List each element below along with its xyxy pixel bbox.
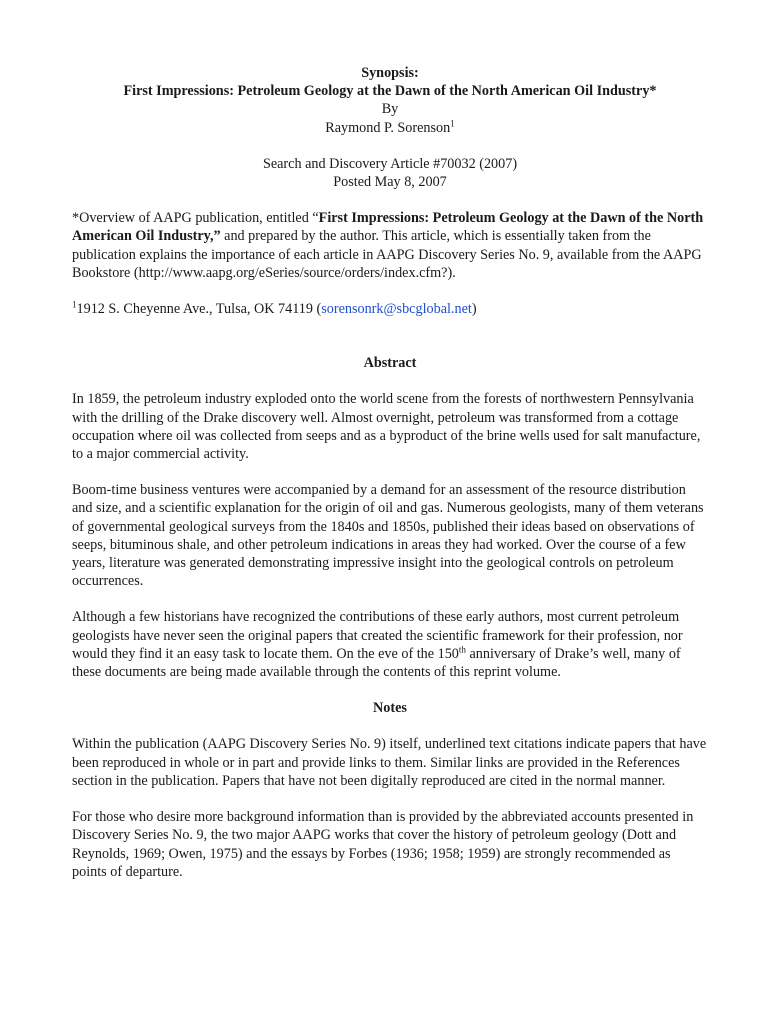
abstract-p3-text-b: anniversary of Drake’s well, many of these documents are being made available through the contents of this reprint volume. — [72, 645, 681, 681]
author-name: Raymond P. Sorenson — [325, 119, 451, 136]
overview-paragraph — [72, 209, 708, 282]
overview-text: and prepared by the author. This article, which is essentially taken from the publication explains the importance of each article in AAPG Discovery Series No. 9, available from the AAPG Bookstore (http://www.aapg.org/eSeries/source/orders/index.cfm?). — [72, 228, 702, 281]
footnote-address: 1912 S. Cheyenne Ave., Tulsa, OK 74119 ( — [76, 301, 322, 318]
footnote-mark: 1 — [72, 299, 77, 310]
overview-lead: *Overview of AAPG publication, entitled “ — [72, 210, 319, 227]
abstract-heading: Abstract — [363, 355, 417, 372]
author-footnote-mark: 1 — [450, 117, 455, 128]
by-line: By — [381, 101, 399, 118]
overview-publication-title: First Impressions: Petroleum Geology at the Dawn of the North American Oil Industry,” — [72, 210, 704, 245]
document-body — [72, 64, 708, 881]
notes-heading: Notes — [373, 700, 407, 717]
posted-date: Posted May 8, 2007 — [333, 174, 447, 191]
ordinal-suffix: th — [458, 644, 466, 655]
article-number: Search and Discovery Article #70032 (2007) — [262, 155, 518, 172]
notes-paragraph-1: Within the publication (AAPG Discovery Series No. 9) itself, underlined text citations indicate papers that have been reproduced in whole or in part and provide links to them. Similar links are provided in the References section in the publication. Papers that have not been digitally reproduced are cited in the normal manner. — [72, 736, 707, 789]
synopsis-label: Synopsis: — [361, 65, 419, 81]
abstract-paragraph-3 — [72, 608, 708, 681]
notes-paragraph-2: For those who desire more background information than is provided by the abbreviated accounts presented in Discovery Series No. 9, the two major AAPG works that cover the history of petroleum geology (Dott and Reynolds, 1969; Owen, 1975) and the essays by Forbes (1936; 1958; 1959) are strongly recommended as points of departure. — [72, 809, 694, 880]
abstract-paragraph-2: Boom-time business ventures were accompanied by a demand for an assessment of the resource distribution and size, and a scientific explanation for the origin of oil and gas. Numerous geologists, many of them veterans of governmental geological surveys from the 1840s and 1850s, published their ideas based on observations of seeps, bituminous shale, and other petroleum indications in areas they had worked. Over the course of a few years, literature was generated demonstrating impressive insight into the geological controls on petroleum occurrences. — [72, 482, 704, 590]
author-footnote — [72, 300, 708, 318]
author-line — [72, 119, 708, 137]
abstract-paragraph-1: In 1859, the petroleum industry exploded onto the world scene from the forests of northwestern Pennsylvania with the drilling of the Drake discovery well. Almost overnight, petroleum was transformed from a cottage occupation where oil was collected from seeps and as a byproduct of the brine wells used for salt manufacture, to a major commercial activity. — [72, 391, 701, 463]
title-block — [72, 64, 708, 191]
author-email-link[interactable]: sorensonrk@sbcglobal.net — [321, 301, 472, 318]
article-title: First Impressions: Petroleum Geology at the Dawn of the North American Oil Industry* — [123, 83, 657, 100]
footnote-close: ) — [471, 301, 477, 318]
abstract-p3-text-a: Although a few historians have recognized the contributions of these early authors, most current petroleum geologists have never seen the original papers that created the scientific framework for their profession, nor would they find it an easy task to locate them. On the eve of the 150 — [72, 609, 683, 662]
